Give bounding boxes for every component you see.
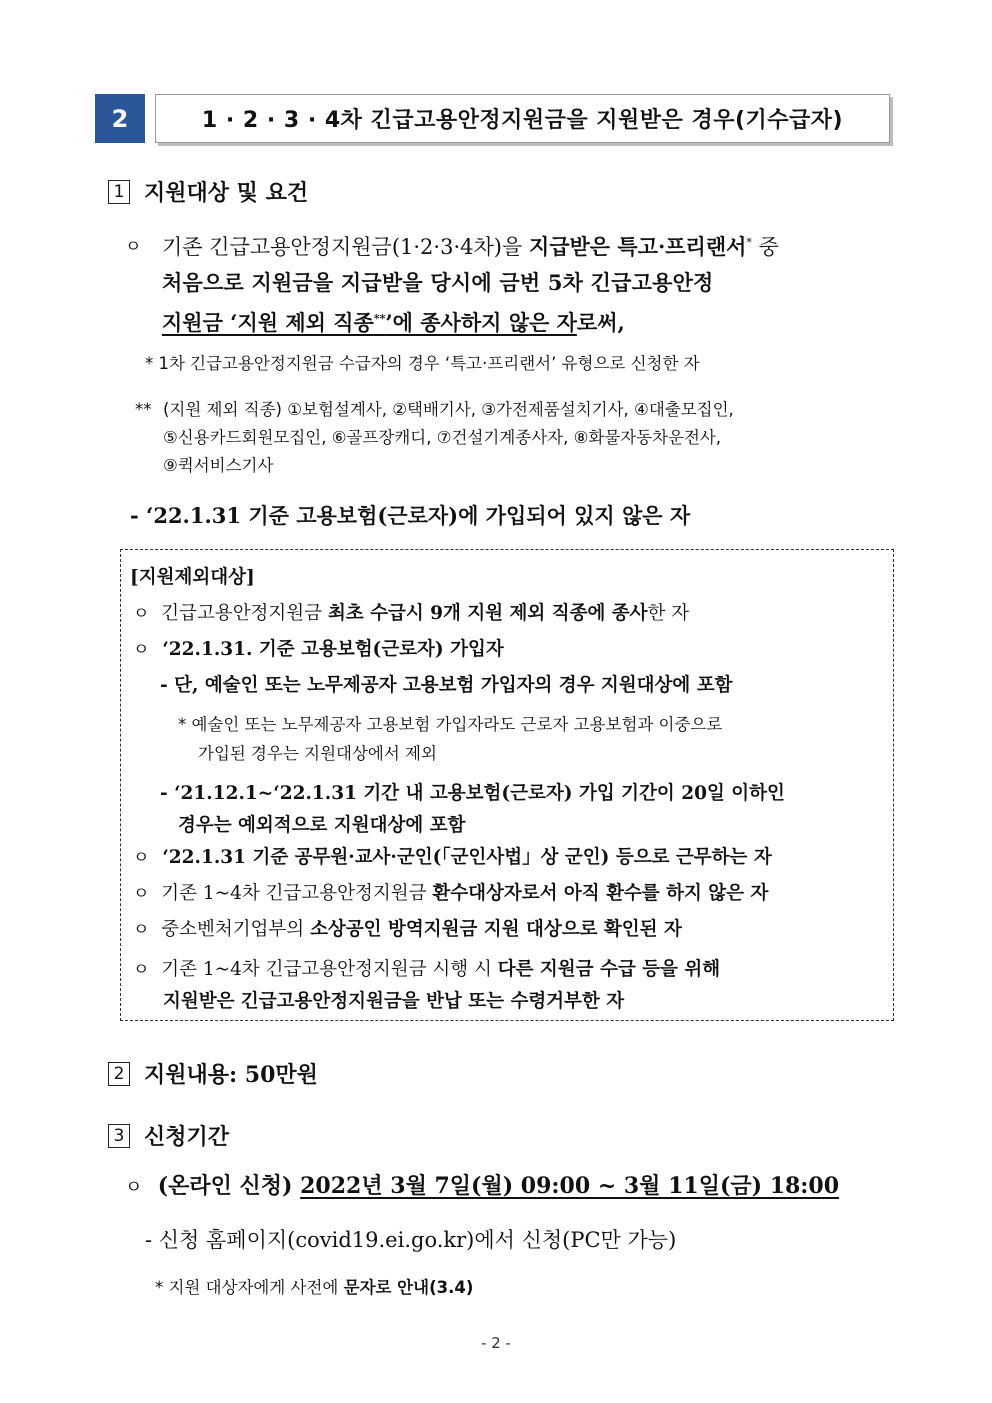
- subsection-3-number: 3: [108, 1124, 130, 1148]
- note-excluded-jobs: (지원 제외 직종) ①보험설계사, ②택배기사, ③가전제품설치기사, ④대출모집인, ⑤신용카드회원모집인, ⑥골프장캐디, ⑦건설기계종사자, ⑧화물자동차운전사, ⑨퀵서비스기사: [163, 400, 734, 475]
- subsection-2-heading: [108, 1058, 318, 1089]
- exclusion-title: [지원제외대상]: [130, 567, 255, 588]
- page-number: - 2 -: [481, 1334, 511, 1352]
- eligibility-line-3: 지원금 ‘지원 제외 직종**’에 종사하지 않은 자로써,: [162, 310, 625, 335]
- eligibility-paragraph: [162, 225, 902, 341]
- bullet-marker: ㅇ: [125, 237, 142, 257]
- eligibility-line-1: 기존 긴급고용안정지원금(1·2·3·4차)을 지급받은 특고·프리랜서* 중: [162, 234, 779, 259]
- eligibility-line-2: 처음으로 지원금을 지급받을 당시에 금번 5차 긴급고용안정: [162, 270, 714, 295]
- exclusion-item-2-period: - ‘21.12.1~‘22.1.31 기간 내 고용보험(근로자) 가입 기간이 20일 이하인 경우는 예외적으로 지원대상에 포함: [160, 783, 785, 836]
- note-first-payment: * 1차 긴급고용안정지원금 수급자의 경우 ‘특고·프리랜서’ 유형으로 신청한 자: [145, 354, 700, 373]
- subsection-2-title: 지원내용: 50만원: [144, 1062, 318, 1088]
- exclusion-item-6: ㅇ 기존 1~4차 긴급고용안정지원금 시행 시 다른 지원금 수급 등을 위해 지원받은 긴급고용안정지원금을 반납 또는 수령거부한 자: [133, 959, 721, 1012]
- subsection-2-number: 2: [108, 1062, 130, 1086]
- subsection-1-heading: [108, 176, 308, 207]
- subsection-3-heading: [108, 1120, 229, 1151]
- exclusion-item-2-note: * 예술인 또는 노무제공자 고용보험 가입자라도 근로자 고용보험과 이중으로 가입된 경우는 지원대상에서 제외: [178, 715, 723, 763]
- exclusion-item-1: ㅇ 긴급고용안정지원금 최초 수급시 9개 지원 제외 직종에 종사한 자: [133, 603, 690, 624]
- application-homepage: - 신청 홈페이지(covid19.ei.go.kr)에서 신청(PC만 가능): [145, 1228, 677, 1252]
- exclusion-item-2-exception: - 단, 예술인 또는 노무제공자 고용보험 가입자의 경우 지원대상에 포함: [160, 675, 733, 696]
- insurance-criterion: - ‘22.1.31 기준 고용보험(근로자)에 가입되어 있지 않은 자: [130, 503, 691, 528]
- subsection-1-number: 1: [108, 180, 130, 204]
- section-title: 1 · 2 · 3 · 4차 긴급고용안정지원금을 지원받은 경우(기수급자): [155, 94, 890, 143]
- exclusion-item-5: ㅇ 중소벤처기업부의 소상공인 방역지원금 지원 대상으로 확인된 자: [133, 919, 682, 940]
- subsection-3-title: 신청기간: [144, 1124, 230, 1150]
- subsection-1-title: 지원대상 및 요건: [144, 180, 309, 206]
- online-application-period: ㅇ (온라인 신청) 2022년 3월 7일(월) 09:00 ~ 3월 11일(금) 18:00: [125, 1173, 840, 1199]
- exclusion-item-2: ㅇ ‘22.1.31. 기준 고용보험(근로자) 가입자: [133, 639, 504, 660]
- exclusion-item-4: ㅇ 기존 1~4차 긴급고용안정지원금 환수대상자로서 아직 환수를 하지 않은 자: [133, 883, 769, 904]
- sms-notice: * 지원 대상자에게 사전에 문자로 안내(3.4): [155, 1278, 474, 1297]
- section-number: 2: [95, 94, 145, 143]
- note-excluded-jobs-marker: **: [135, 400, 152, 419]
- exclusion-item-3: ㅇ ‘22.1.31 기준 공무원·교사·군인(「군인사법」상 군인) 등으로 근무하는 자: [133, 847, 772, 868]
